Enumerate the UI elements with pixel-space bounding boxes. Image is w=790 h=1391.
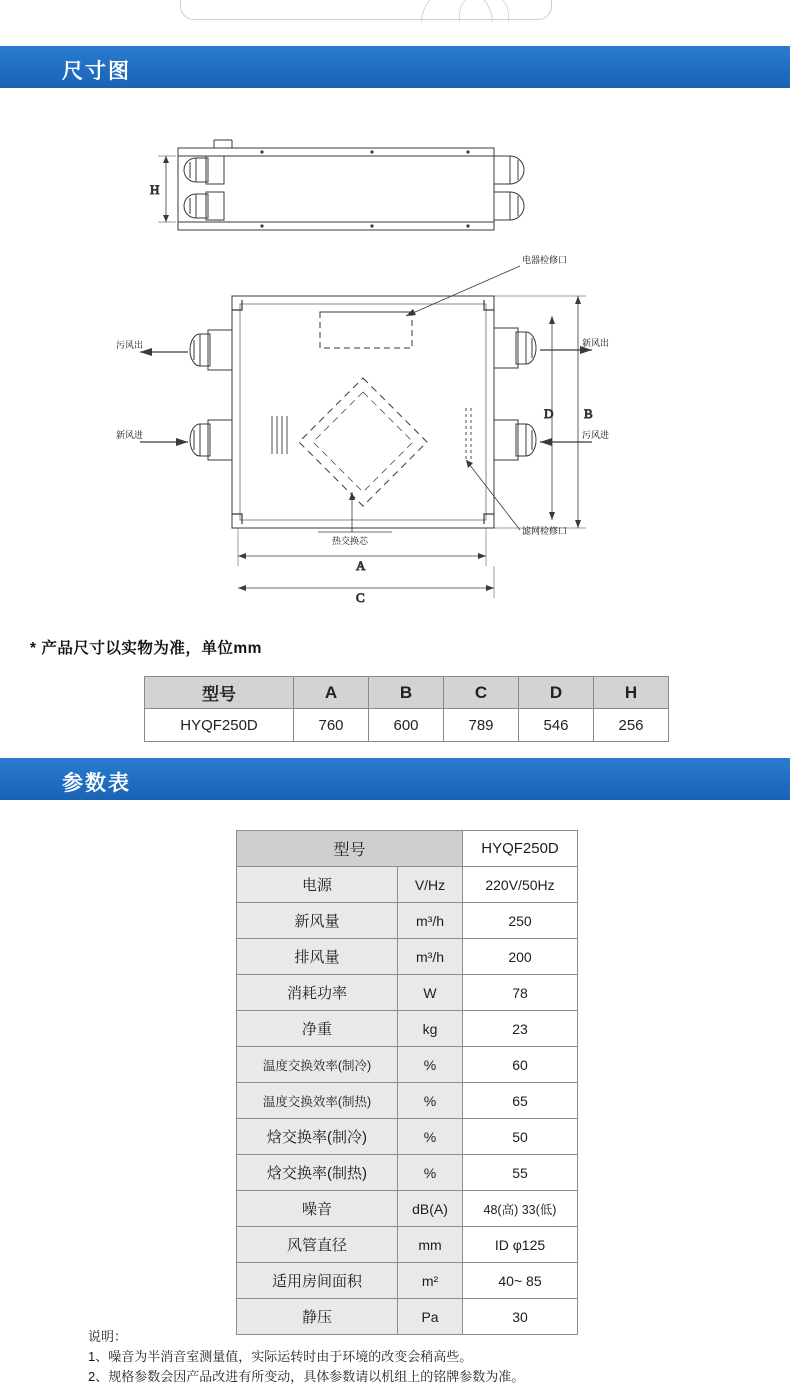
dim-cell-a: 760 [294,709,369,742]
footnotes [88,1327,524,1387]
param-value-static-pressure: 30 [463,1299,578,1335]
table-header-row [145,677,669,709]
param-value-exhaust-air-volume: 200 [463,939,578,975]
param-unit-duct-diameter: mm [398,1227,463,1263]
label-dim-C: C [356,590,365,605]
dim-header-b: B [369,677,444,709]
table-row [237,1119,578,1155]
table-row [237,1155,578,1191]
param-name-room-area: 适用房间面积 [237,1263,398,1299]
param-unit-power-supply: V/Hz [398,867,463,903]
product-outline-curve-inner [459,0,509,22]
footnote-title: 说明： [88,1329,128,1344]
param-value-temp-exchange-heating: 65 [463,1083,578,1119]
section-title-parameter: 参数表 [62,772,131,795]
param-unit-power-consumption: W [398,975,463,1011]
dim-cell-h: 256 [594,709,669,742]
param-value-fresh-air-volume: 250 [463,903,578,939]
section-header-dimension [0,46,790,88]
section-header-parameter [0,758,790,800]
dim-header-h: H [594,677,669,709]
dim-header-c: C [444,677,519,709]
param-name-net-weight: 净重 [237,1011,398,1047]
param-unit-fresh-air-volume: m³/h [398,903,463,939]
param-value-enthalpy-heating: 55 [463,1155,578,1191]
dim-header-a: A [294,677,369,709]
table-row [145,709,669,742]
dim-header-model: 型号 [145,677,294,709]
dim-cell-c: 789 [444,709,519,742]
param-value-enthalpy-cooling: 50 [463,1119,578,1155]
param-name-enthalpy-cooling: 焓交换率(制冷) [237,1119,398,1155]
param-value-room-area: 40~ 85 [463,1263,578,1299]
table-row [237,903,578,939]
table-row [237,1191,578,1227]
param-header-model-value: HYQF250D [463,831,578,867]
top-product-outline [0,0,790,22]
param-value-power-supply: 220V/50Hz [463,867,578,903]
param-value-duct-diameter: ID φ125 [463,1227,578,1263]
param-name-static-pressure: 静压 [237,1299,398,1335]
dim-header-d: D [519,677,594,709]
label-fresh-air-out: 新风出 [582,338,610,348]
dim-cell-model: HYQF250D [145,709,294,742]
param-unit-net-weight: kg [398,1011,463,1047]
parameter-table [236,830,578,1335]
param-value-net-weight: 23 [463,1011,578,1047]
param-unit-temp-exchange-cooling: % [398,1047,463,1083]
table-row [237,1263,578,1299]
param-name-noise: 噪音 [237,1191,398,1227]
param-unit-exhaust-air-volume: m³/h [398,939,463,975]
param-name-duct-diameter: 风管直径 [237,1227,398,1263]
label-filter-access: 滤网检修口 [522,526,568,536]
param-name-temp-exchange-cooling: 温度交换效率(制冷) [237,1047,398,1083]
footnote-line-2: 2、规格参数会因产品改进有所变动，具体参数请以机组上的铭牌参数为准。 [88,1369,525,1384]
dimension-drawing [0,100,790,620]
table-row [237,867,578,903]
dim-cell-d: 546 [519,709,594,742]
product-outline-box [180,0,552,20]
dimension-table [144,676,669,742]
param-value-power-consumption: 78 [463,975,578,1011]
param-unit-room-area: m² [398,1263,463,1299]
param-header-row [237,831,578,867]
label-dirty-air-in: 污风进 [582,430,610,440]
label-dirty-air-out: 污风出 [116,340,144,350]
param-unit-temp-exchange-heating: % [398,1083,463,1119]
section-title-dimension: 尺寸图 [62,60,131,83]
param-unit-enthalpy-cooling: % [398,1119,463,1155]
label-electrical-access: 电器检修口 [522,255,568,265]
table-row [237,975,578,1011]
param-name-temp-exchange-heating: 温度交换效率(制热) [237,1083,398,1119]
table-row [237,939,578,975]
param-name-power-consumption: 消耗功率 [237,975,398,1011]
label-dim-H: H [150,182,160,197]
param-name-power-supply: 电源 [237,867,398,903]
param-unit-static-pressure: Pa [398,1299,463,1335]
table-row [237,1083,578,1119]
param-name-fresh-air-volume: 新风量 [237,903,398,939]
label-dim-A: A [356,558,366,573]
label-dim-D: D [544,406,554,421]
table-row [237,1047,578,1083]
table-row [237,1227,578,1263]
param-name-enthalpy-heating: 焓交换率(制热) [237,1155,398,1191]
label-dim-B: B [584,406,593,421]
param-header-model: 型号 [237,831,463,867]
footnote-line-1: 1、噪音为半消音室测量值，实际运转时由于环境的改变会稍高些。 [88,1349,473,1364]
table-row [237,1011,578,1047]
param-unit-enthalpy-heating: % [398,1155,463,1191]
param-value-noise: 48(高) 33(低) [463,1191,578,1227]
param-name-exhaust-air-volume: 排风量 [237,939,398,975]
label-fresh-air-in: 新风进 [116,430,144,440]
param-value-temp-exchange-cooling: 60 [463,1047,578,1083]
dim-cell-b: 600 [369,709,444,742]
dimension-note: * 产品尺寸以实物为准，单位mm [30,640,262,657]
label-heat-core: 热交换芯 [332,536,369,546]
param-unit-noise: dB(A) [398,1191,463,1227]
